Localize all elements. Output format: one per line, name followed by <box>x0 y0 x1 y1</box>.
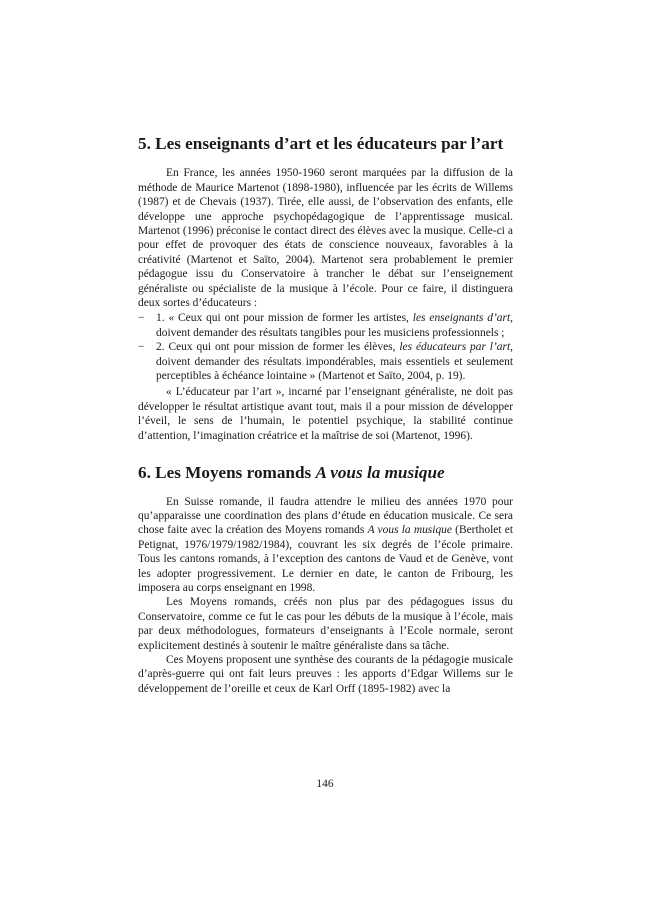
section-6-paragraph-3: Ces Moyens proposent une synthèse des courants de la pédagogie musicale d’après-guerre qui ont fait leurs preuves : les apports d’Edgar Willems sur le développement de l’oreille et ceux de Karl Orff (1895-1982) avec la <box>138 653 513 695</box>
list-item-emphasis: les enseignants d’art <box>412 312 511 325</box>
page-body <box>138 134 513 696</box>
list-item-text: , doivent demander des résultats tangibles pour les musiciens professionnels ; <box>156 312 513 339</box>
list-item-text: , doivent demander des résultats impondérables, mais essentiels et seulement perceptibles à échéance lointaine » (Martenot et Saïto, 2004, p. 19). <box>156 341 513 383</box>
section-6-heading <box>138 463 513 483</box>
educator-types-list <box>138 311 513 383</box>
dash-bullet: − <box>138 341 145 354</box>
dash-bullet: − <box>138 312 145 325</box>
page-number: 146 <box>316 778 334 790</box>
section-6-paragraph-2: Les Moyens romands, créés non plus par des pédagogues issus du Conservatoire, comme ce fut le cas pour les débuts de la musique à l’école, mais par deux méthodologues, formateurs d’enseignants à l’Ecole normale, seront explicitement destinés à soutenir le maître généraliste dans sa tâche. <box>138 596 513 652</box>
section-5-heading: 5. Les enseignants d’art et les éducateurs par l’art <box>138 134 504 153</box>
paragraph-text: En Suisse romande, il faudra attendre le milieu des années 1970 pour qu’apparaisse une coordination des plans d’étude en éducation musicale. Ce sera chose faite avec la création des Moyens romands <box>138 495 513 537</box>
section-6-paragraph-1 <box>138 495 513 596</box>
list-item-text: 2. Ceux qui ont pour mission de former les élèves, <box>156 341 400 354</box>
section-5-paragraph-2: « L’éducateur par l’art », incarné par l’enseignant généraliste, ne doit pas développer le résultat artistique avant tout, mais il a pour mission de développer l’éveil, le sens de l’humain, le potentiel psychique, la stabilité continue d’attention, l’imagination créatrice et la maîtrise de soi (Martenot, 1996). <box>138 386 513 442</box>
book-title: A vous la musique <box>367 524 452 537</box>
section-6-heading-text: 6. Les Moyens romands <box>138 463 316 483</box>
list-item-text: 1. « Ceux qui ont pour mission de former les artistes, <box>156 312 413 325</box>
list-item-emphasis: les éducateurs par l’art <box>399 341 511 354</box>
section-5-paragraph-1: En France, les années 1950-1960 seront marquées par la diffusion de la méthode de Maurice Martenot (1898-1980), influencée par les écrits de Willems (1987) et de Chevais (1937). Tirée, elle aussi, de l’observation des enfants, elle développe une approche psychopédagogique de l’apprentissage musical. Martenot (1996) préconise le contact direct des élèves avec la musique. Celle-ci a pour effet de provoquer des états de conscience nouveaux, favorables à la créativité (Martenot et Saïto, 2004). Martenot sera probablement le premier pédagogue issu du Conservatoire à trancher le débat sur l’enseignement généraliste ou spécialiste de la musique à l’école. Pour ce faire, il distinguera deux sortes d’éducateurs : <box>138 167 513 310</box>
paragraph-text: (Bertholet et Petignat, 1976/1979/1982/1984), couvrant les six degrés de l’école primaire. Tous les cantons romands, à l’exception des cantons de Vaud et de Genève, vont les adopter progressivement. Le dernier en date, le canton de Fribourg, les imposera au corps enseignant en 1998. <box>138 524 513 594</box>
section-6-heading-title: A vous la musique <box>315 463 445 483</box>
list-item <box>138 340 513 383</box>
list-item <box>138 311 513 340</box>
